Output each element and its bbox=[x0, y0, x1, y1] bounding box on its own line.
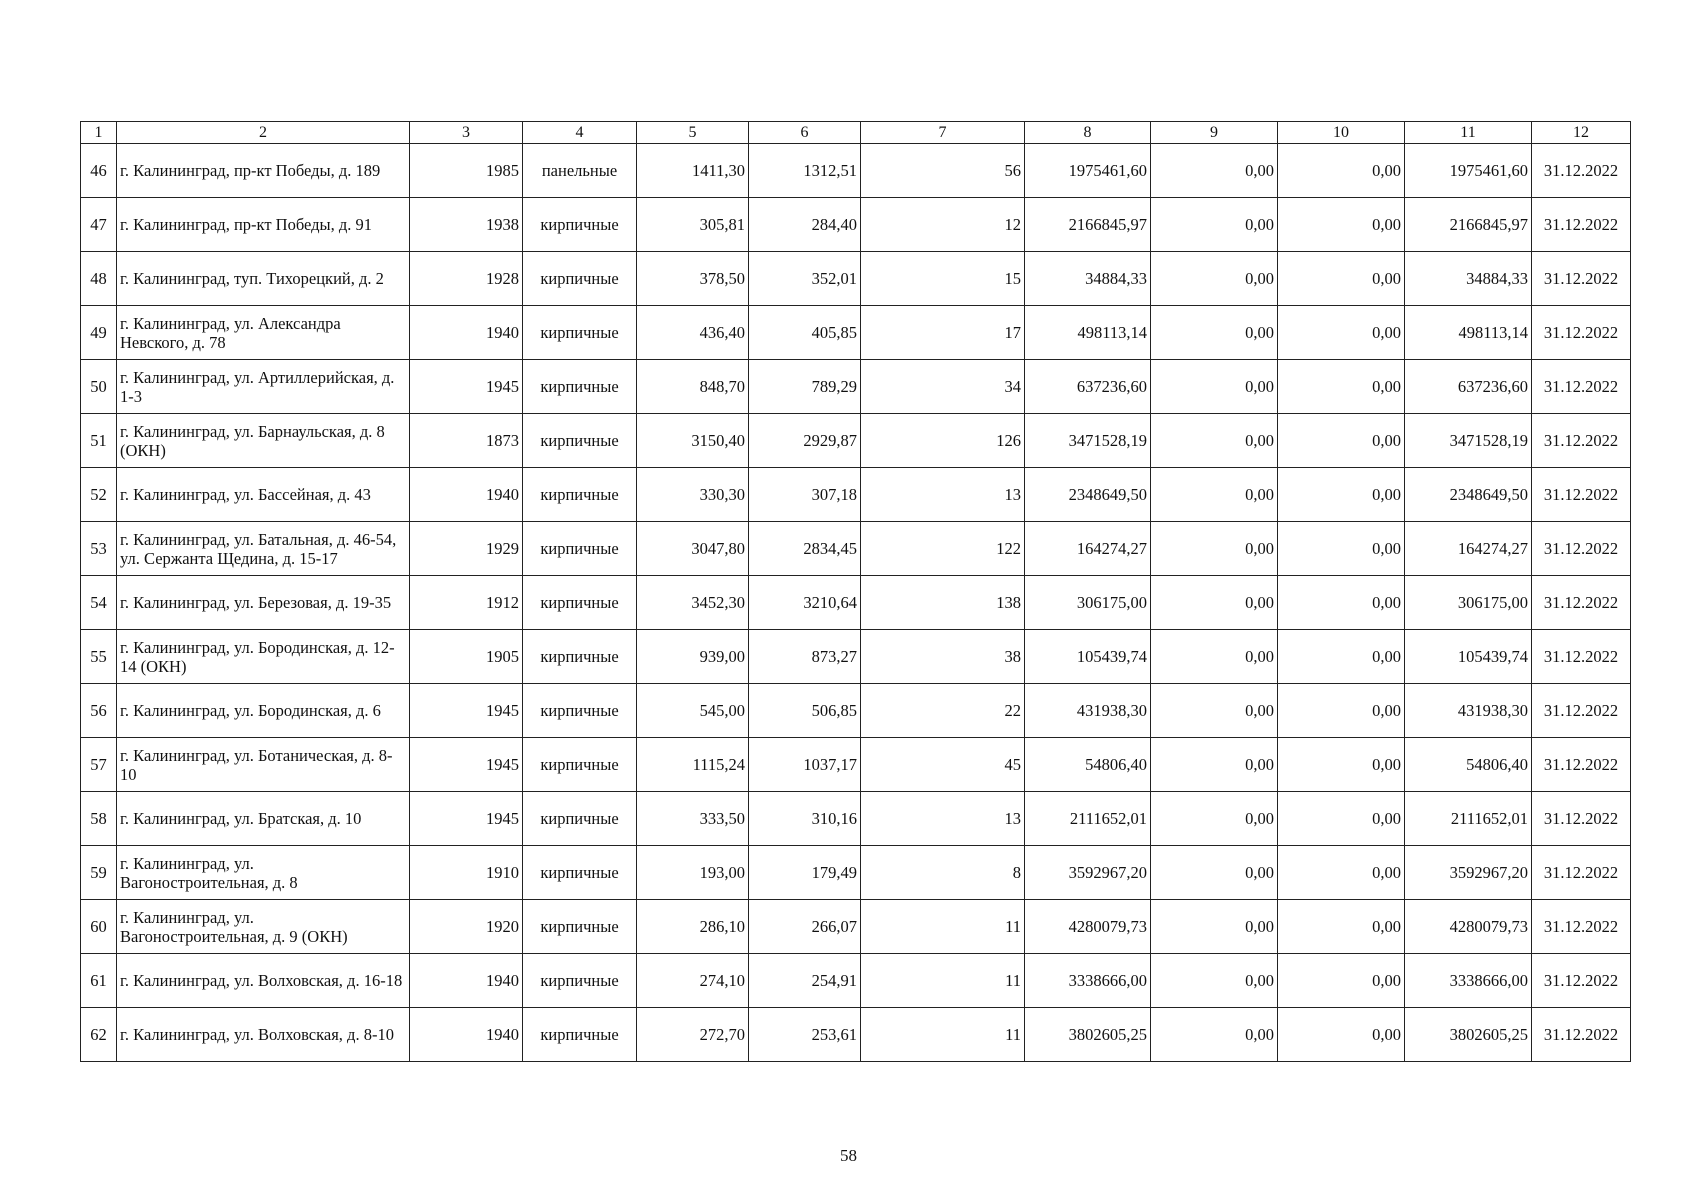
residents-cell: 45 bbox=[861, 738, 1025, 792]
column-number-header: 11 bbox=[1405, 122, 1532, 144]
row-number-cell: 46 bbox=[81, 144, 117, 198]
total-area-cell: 333,50 bbox=[637, 792, 749, 846]
residents-cell: 17 bbox=[861, 306, 1025, 360]
table-row bbox=[81, 630, 1631, 684]
cost-budget-cell: 0,00 bbox=[1278, 900, 1405, 954]
table-row bbox=[81, 306, 1631, 360]
living-area-cell: 789,29 bbox=[749, 360, 861, 414]
total-area-cell: 272,70 bbox=[637, 1008, 749, 1062]
table-row bbox=[81, 414, 1631, 468]
cost-owners-cell: 54806,40 bbox=[1405, 738, 1532, 792]
wall-material-cell: кирпичные bbox=[523, 360, 637, 414]
row-number-cell: 48 bbox=[81, 252, 117, 306]
table-row bbox=[81, 792, 1631, 846]
table-row bbox=[81, 360, 1631, 414]
year-cell: 1940 bbox=[410, 468, 523, 522]
living-area-cell: 179,49 bbox=[749, 846, 861, 900]
row-number-cell: 50 bbox=[81, 360, 117, 414]
table-body bbox=[81, 144, 1631, 1062]
residents-cell: 126 bbox=[861, 414, 1025, 468]
living-area-cell: 1037,17 bbox=[749, 738, 861, 792]
residents-cell: 11 bbox=[861, 954, 1025, 1008]
deadline-cell: 31.12.2022 bbox=[1532, 360, 1631, 414]
deadline-cell: 31.12.2022 bbox=[1532, 414, 1631, 468]
residents-cell: 34 bbox=[861, 360, 1025, 414]
living-area-cell: 2929,87 bbox=[749, 414, 861, 468]
row-number-cell: 54 bbox=[81, 576, 117, 630]
cost-budget-cell: 0,00 bbox=[1278, 738, 1405, 792]
address-cell: г. Калининград, ул. Вагоностроительная, д. 9 (ОКН) bbox=[117, 900, 410, 954]
cost-total-cell: 1975461,60 bbox=[1025, 144, 1151, 198]
cost-fund-cell: 0,00 bbox=[1151, 252, 1278, 306]
cost-total-cell: 105439,74 bbox=[1025, 630, 1151, 684]
deadline-cell: 31.12.2022 bbox=[1532, 144, 1631, 198]
living-area-cell: 284,40 bbox=[749, 198, 861, 252]
cost-budget-cell: 0,00 bbox=[1278, 954, 1405, 1008]
total-area-cell: 1411,30 bbox=[637, 144, 749, 198]
table-row bbox=[81, 468, 1631, 522]
wall-material-cell: кирпичные bbox=[523, 900, 637, 954]
deadline-cell: 31.12.2022 bbox=[1532, 900, 1631, 954]
cost-fund-cell: 0,00 bbox=[1151, 630, 1278, 684]
address-cell: г. Калининград, ул. Барнаульская, д. 8 (ОКН) bbox=[117, 414, 410, 468]
living-area-cell: 506,85 bbox=[749, 684, 861, 738]
table-row bbox=[81, 144, 1631, 198]
residents-cell: 15 bbox=[861, 252, 1025, 306]
deadline-cell: 31.12.2022 bbox=[1532, 1008, 1631, 1062]
total-area-cell: 3452,30 bbox=[637, 576, 749, 630]
living-area-cell: 253,61 bbox=[749, 1008, 861, 1062]
deadline-cell: 31.12.2022 bbox=[1532, 738, 1631, 792]
address-cell: г. Калининград, ул. Волховская, д. 8-10 bbox=[117, 1008, 410, 1062]
table-row bbox=[81, 198, 1631, 252]
cost-fund-cell: 0,00 bbox=[1151, 468, 1278, 522]
year-cell: 1985 bbox=[410, 144, 523, 198]
residents-cell: 13 bbox=[861, 468, 1025, 522]
year-cell: 1945 bbox=[410, 792, 523, 846]
row-number-cell: 61 bbox=[81, 954, 117, 1008]
wall-material-cell: кирпичные bbox=[523, 522, 637, 576]
cost-total-cell: 54806,40 bbox=[1025, 738, 1151, 792]
column-number-header: 7 bbox=[861, 122, 1025, 144]
cost-owners-cell: 431938,30 bbox=[1405, 684, 1532, 738]
cost-owners-cell: 2166845,97 bbox=[1405, 198, 1532, 252]
wall-material-cell: кирпичные bbox=[523, 738, 637, 792]
deadline-cell: 31.12.2022 bbox=[1532, 846, 1631, 900]
deadline-cell: 31.12.2022 bbox=[1532, 792, 1631, 846]
year-cell: 1920 bbox=[410, 900, 523, 954]
residents-cell: 13 bbox=[861, 792, 1025, 846]
year-cell: 1945 bbox=[410, 360, 523, 414]
cost-owners-cell: 3802605,25 bbox=[1405, 1008, 1532, 1062]
wall-material-cell: кирпичные bbox=[523, 684, 637, 738]
year-cell: 1940 bbox=[410, 1008, 523, 1062]
wall-material-cell: панельные bbox=[523, 144, 637, 198]
address-cell: г. Калининград, пр-кт Победы, д. 91 bbox=[117, 198, 410, 252]
cost-budget-cell: 0,00 bbox=[1278, 144, 1405, 198]
wall-material-cell: кирпичные bbox=[523, 414, 637, 468]
cost-total-cell: 4280079,73 bbox=[1025, 900, 1151, 954]
table-row bbox=[81, 738, 1631, 792]
cost-total-cell: 3338666,00 bbox=[1025, 954, 1151, 1008]
cost-budget-cell: 0,00 bbox=[1278, 360, 1405, 414]
living-area-cell: 352,01 bbox=[749, 252, 861, 306]
address-cell: г. Калининград, ул. Батальная, д. 46-54, ул. Сержанта Щедина, д. 15-17 bbox=[117, 522, 410, 576]
year-cell: 1905 bbox=[410, 630, 523, 684]
living-area-cell: 873,27 bbox=[749, 630, 861, 684]
cost-total-cell: 498113,14 bbox=[1025, 306, 1151, 360]
cost-total-cell: 3471528,19 bbox=[1025, 414, 1151, 468]
cost-fund-cell: 0,00 bbox=[1151, 684, 1278, 738]
cost-fund-cell: 0,00 bbox=[1151, 414, 1278, 468]
cost-fund-cell: 0,00 bbox=[1151, 144, 1278, 198]
living-area-cell: 307,18 bbox=[749, 468, 861, 522]
table-row bbox=[81, 954, 1631, 1008]
cost-owners-cell: 105439,74 bbox=[1405, 630, 1532, 684]
wall-material-cell: кирпичные bbox=[523, 468, 637, 522]
deadline-cell: 31.12.2022 bbox=[1532, 468, 1631, 522]
residents-cell: 38 bbox=[861, 630, 1025, 684]
cost-fund-cell: 0,00 bbox=[1151, 198, 1278, 252]
table-row bbox=[81, 522, 1631, 576]
total-area-cell: 286,10 bbox=[637, 900, 749, 954]
row-number-cell: 53 bbox=[81, 522, 117, 576]
cost-budget-cell: 0,00 bbox=[1278, 684, 1405, 738]
cost-owners-cell: 2348649,50 bbox=[1405, 468, 1532, 522]
page-number: 58 bbox=[840, 1146, 857, 1165]
table-row bbox=[81, 900, 1631, 954]
deadline-cell: 31.12.2022 bbox=[1532, 576, 1631, 630]
total-area-cell: 939,00 bbox=[637, 630, 749, 684]
cost-total-cell: 2348649,50 bbox=[1025, 468, 1151, 522]
deadline-cell: 31.12.2022 bbox=[1532, 684, 1631, 738]
cost-owners-cell: 637236,60 bbox=[1405, 360, 1532, 414]
column-number-header: 3 bbox=[410, 122, 523, 144]
cost-fund-cell: 0,00 bbox=[1151, 846, 1278, 900]
wall-material-cell: кирпичные bbox=[523, 252, 637, 306]
cost-owners-cell: 498113,14 bbox=[1405, 306, 1532, 360]
cost-fund-cell: 0,00 bbox=[1151, 360, 1278, 414]
residents-cell: 11 bbox=[861, 900, 1025, 954]
wall-material-cell: кирпичные bbox=[523, 630, 637, 684]
column-number-header: 9 bbox=[1151, 122, 1278, 144]
year-cell: 1929 bbox=[410, 522, 523, 576]
living-area-cell: 254,91 bbox=[749, 954, 861, 1008]
column-number-header: 4 bbox=[523, 122, 637, 144]
table-row bbox=[81, 576, 1631, 630]
living-area-cell: 405,85 bbox=[749, 306, 861, 360]
residents-cell: 11 bbox=[861, 1008, 1025, 1062]
wall-material-cell: кирпичные bbox=[523, 846, 637, 900]
cost-total-cell: 306175,00 bbox=[1025, 576, 1151, 630]
year-cell: 1945 bbox=[410, 738, 523, 792]
cost-total-cell: 2111652,01 bbox=[1025, 792, 1151, 846]
address-cell: г. Калининград, ул. Березовая, д. 19-35 bbox=[117, 576, 410, 630]
column-number-row bbox=[81, 122, 1631, 144]
row-number-cell: 60 bbox=[81, 900, 117, 954]
wall-material-cell: кирпичные bbox=[523, 792, 637, 846]
residents-cell: 122 bbox=[861, 522, 1025, 576]
living-area-cell: 1312,51 bbox=[749, 144, 861, 198]
cost-owners-cell: 3592967,20 bbox=[1405, 846, 1532, 900]
cost-fund-cell: 0,00 bbox=[1151, 900, 1278, 954]
column-number-header: 6 bbox=[749, 122, 861, 144]
address-cell: г. Калининград, ул. Ботаническая, д. 8-10 bbox=[117, 738, 410, 792]
registry-table bbox=[80, 121, 1631, 1062]
cost-budget-cell: 0,00 bbox=[1278, 792, 1405, 846]
column-number-header: 2 bbox=[117, 122, 410, 144]
total-area-cell: 330,30 bbox=[637, 468, 749, 522]
cost-owners-cell: 3338666,00 bbox=[1405, 954, 1532, 1008]
cost-fund-cell: 0,00 bbox=[1151, 1008, 1278, 1062]
living-area-cell: 3210,64 bbox=[749, 576, 861, 630]
row-number-cell: 55 bbox=[81, 630, 117, 684]
residents-cell: 22 bbox=[861, 684, 1025, 738]
row-number-cell: 59 bbox=[81, 846, 117, 900]
cost-owners-cell: 2111652,01 bbox=[1405, 792, 1532, 846]
year-cell: 1945 bbox=[410, 684, 523, 738]
cost-owners-cell: 34884,33 bbox=[1405, 252, 1532, 306]
column-number-header: 10 bbox=[1278, 122, 1405, 144]
year-cell: 1928 bbox=[410, 252, 523, 306]
cost-total-cell: 3802605,25 bbox=[1025, 1008, 1151, 1062]
deadline-cell: 31.12.2022 bbox=[1532, 306, 1631, 360]
living-area-cell: 266,07 bbox=[749, 900, 861, 954]
total-area-cell: 193,00 bbox=[637, 846, 749, 900]
year-cell: 1940 bbox=[410, 954, 523, 1008]
deadline-cell: 31.12.2022 bbox=[1532, 630, 1631, 684]
address-cell: г. Калининград, ул. Бассейная, д. 43 bbox=[117, 468, 410, 522]
row-number-cell: 58 bbox=[81, 792, 117, 846]
address-cell: г. Калининград, ул. Волховская, д. 16-18 bbox=[117, 954, 410, 1008]
deadline-cell: 31.12.2022 bbox=[1532, 198, 1631, 252]
address-cell: г. Калининград, ул. Вагоностроительная, д. 8 bbox=[117, 846, 410, 900]
deadline-cell: 31.12.2022 bbox=[1532, 522, 1631, 576]
cost-fund-cell: 0,00 bbox=[1151, 522, 1278, 576]
address-cell: г. Калининград, ул. Александра Невского, д. 78 bbox=[117, 306, 410, 360]
cost-budget-cell: 0,00 bbox=[1278, 846, 1405, 900]
total-area-cell: 436,40 bbox=[637, 306, 749, 360]
living-area-cell: 2834,45 bbox=[749, 522, 861, 576]
row-number-cell: 49 bbox=[81, 306, 117, 360]
wall-material-cell: кирпичные bbox=[523, 198, 637, 252]
total-area-cell: 3047,80 bbox=[637, 522, 749, 576]
row-number-cell: 47 bbox=[81, 198, 117, 252]
cost-budget-cell: 0,00 bbox=[1278, 306, 1405, 360]
total-area-cell: 305,81 bbox=[637, 198, 749, 252]
total-area-cell: 3150,40 bbox=[637, 414, 749, 468]
cost-total-cell: 34884,33 bbox=[1025, 252, 1151, 306]
cost-total-cell: 2166845,97 bbox=[1025, 198, 1151, 252]
address-cell: г. Калининград, ул. Бородинская, д. 6 bbox=[117, 684, 410, 738]
column-number-header: 5 bbox=[637, 122, 749, 144]
deadline-cell: 31.12.2022 bbox=[1532, 954, 1631, 1008]
cost-fund-cell: 0,00 bbox=[1151, 576, 1278, 630]
cost-owners-cell: 164274,27 bbox=[1405, 522, 1532, 576]
cost-budget-cell: 0,00 bbox=[1278, 252, 1405, 306]
cost-fund-cell: 0,00 bbox=[1151, 792, 1278, 846]
row-number-cell: 57 bbox=[81, 738, 117, 792]
address-cell: г. Калининград, ул. Бородинская, д. 12-14 (ОКН) bbox=[117, 630, 410, 684]
cost-budget-cell: 0,00 bbox=[1278, 630, 1405, 684]
wall-material-cell: кирпичные bbox=[523, 576, 637, 630]
column-number-header: 8 bbox=[1025, 122, 1151, 144]
wall-material-cell: кирпичные bbox=[523, 1008, 637, 1062]
address-cell: г. Калининград, пр-кт Победы, д. 189 bbox=[117, 144, 410, 198]
column-number-header: 12 bbox=[1532, 122, 1631, 144]
residents-cell: 138 bbox=[861, 576, 1025, 630]
cost-owners-cell: 1975461,60 bbox=[1405, 144, 1532, 198]
cost-fund-cell: 0,00 bbox=[1151, 306, 1278, 360]
cost-total-cell: 431938,30 bbox=[1025, 684, 1151, 738]
row-number-cell: 62 bbox=[81, 1008, 117, 1062]
wall-material-cell: кирпичные bbox=[523, 306, 637, 360]
row-number-cell: 56 bbox=[81, 684, 117, 738]
cost-total-cell: 164274,27 bbox=[1025, 522, 1151, 576]
cost-fund-cell: 0,00 bbox=[1151, 738, 1278, 792]
total-area-cell: 545,00 bbox=[637, 684, 749, 738]
residents-cell: 12 bbox=[861, 198, 1025, 252]
cost-budget-cell: 0,00 bbox=[1278, 414, 1405, 468]
residents-cell: 8 bbox=[861, 846, 1025, 900]
cost-owners-cell: 4280079,73 bbox=[1405, 900, 1532, 954]
year-cell: 1912 bbox=[410, 576, 523, 630]
row-number-cell: 52 bbox=[81, 468, 117, 522]
total-area-cell: 274,10 bbox=[637, 954, 749, 1008]
cost-total-cell: 3592967,20 bbox=[1025, 846, 1151, 900]
table-row bbox=[81, 846, 1631, 900]
table-row bbox=[81, 1008, 1631, 1062]
total-area-cell: 848,70 bbox=[637, 360, 749, 414]
table-row bbox=[81, 684, 1631, 738]
row-number-cell: 51 bbox=[81, 414, 117, 468]
total-area-cell: 1115,24 bbox=[637, 738, 749, 792]
deadline-cell: 31.12.2022 bbox=[1532, 252, 1631, 306]
total-area-cell: 378,50 bbox=[637, 252, 749, 306]
cost-budget-cell: 0,00 bbox=[1278, 576, 1405, 630]
address-cell: г. Калининград, ул. Артиллерийская, д. 1-3 bbox=[117, 360, 410, 414]
column-number-header: 1 bbox=[81, 122, 117, 144]
cost-budget-cell: 0,00 bbox=[1278, 468, 1405, 522]
cost-owners-cell: 3471528,19 bbox=[1405, 414, 1532, 468]
address-cell: г. Калининград, ул. Братская, д. 10 bbox=[117, 792, 410, 846]
address-cell: г. Калининград, туп. Тихорецкий, д. 2 bbox=[117, 252, 410, 306]
table-row bbox=[81, 252, 1631, 306]
residents-cell: 56 bbox=[861, 144, 1025, 198]
year-cell: 1910 bbox=[410, 846, 523, 900]
cost-owners-cell: 306175,00 bbox=[1405, 576, 1532, 630]
year-cell: 1938 bbox=[410, 198, 523, 252]
living-area-cell: 310,16 bbox=[749, 792, 861, 846]
cost-fund-cell: 0,00 bbox=[1151, 954, 1278, 1008]
cost-budget-cell: 0,00 bbox=[1278, 198, 1405, 252]
cost-budget-cell: 0,00 bbox=[1278, 1008, 1405, 1062]
cost-total-cell: 637236,60 bbox=[1025, 360, 1151, 414]
year-cell: 1940 bbox=[410, 306, 523, 360]
cost-budget-cell: 0,00 bbox=[1278, 522, 1405, 576]
wall-material-cell: кирпичные bbox=[523, 954, 637, 1008]
year-cell: 1873 bbox=[410, 414, 523, 468]
